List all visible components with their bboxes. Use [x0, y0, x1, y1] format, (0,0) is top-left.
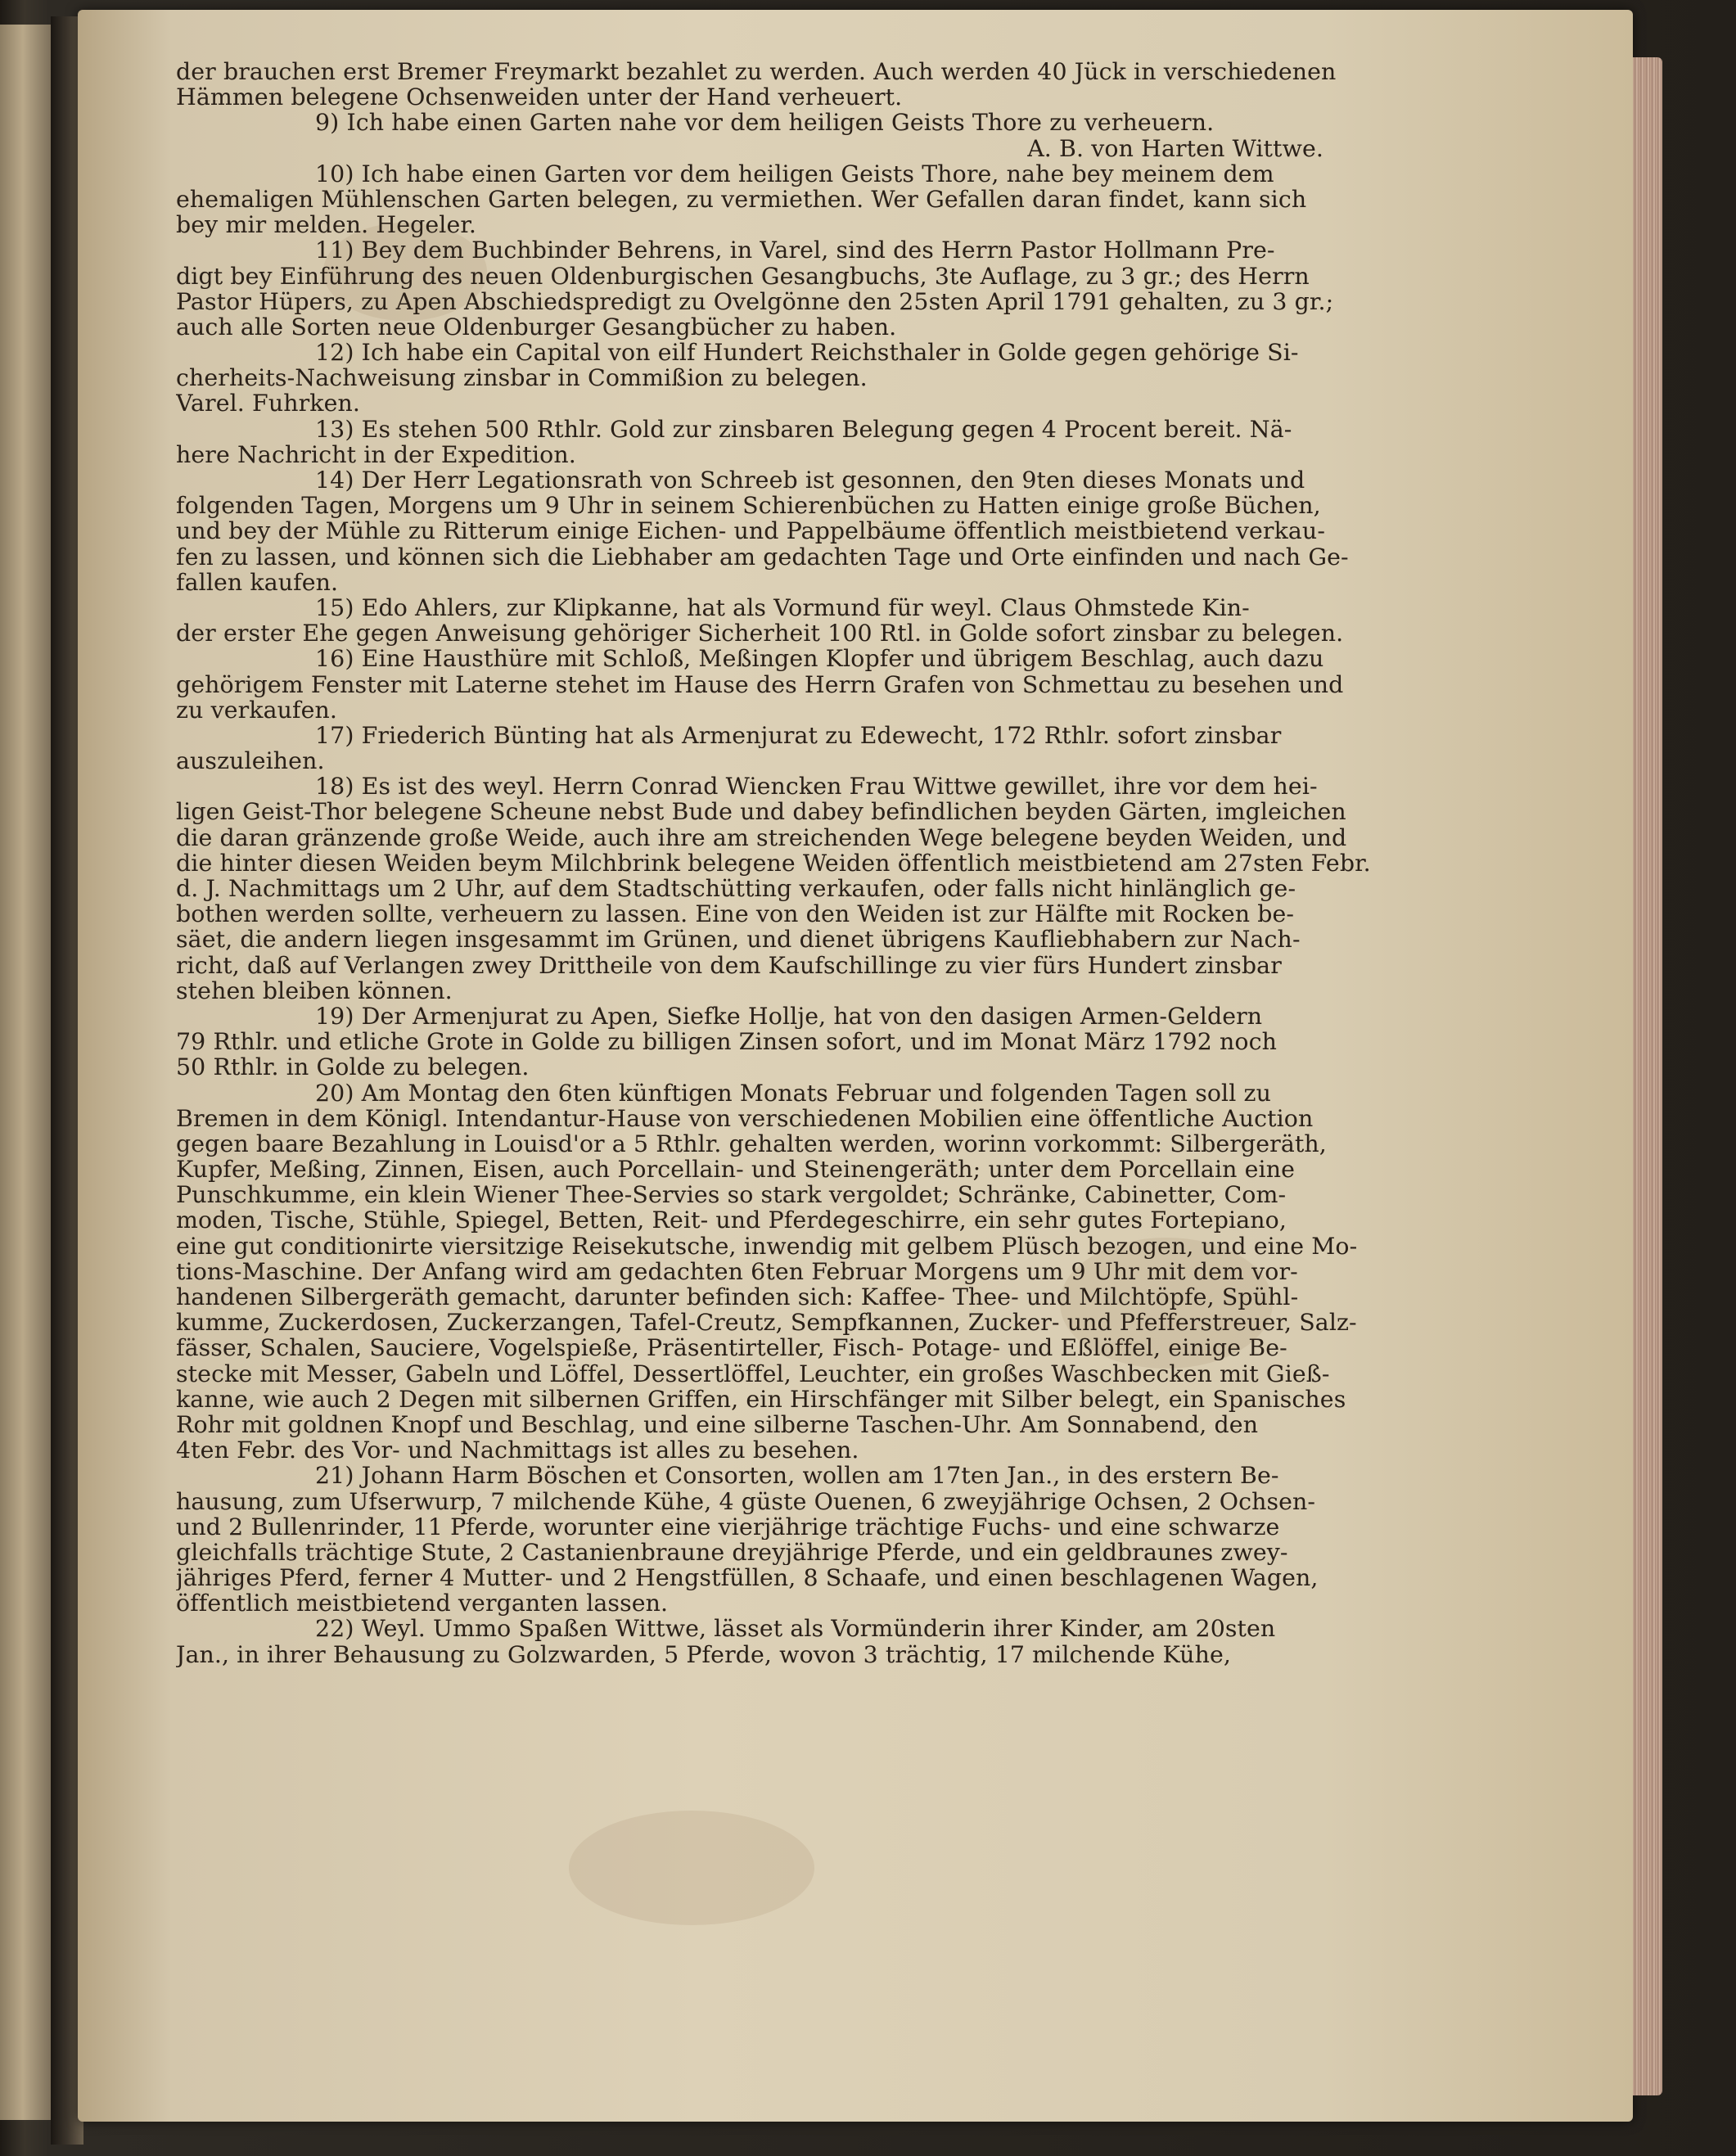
text-line: 79 Rthlr. und etliche Grote in Golde zu billigen Zinsen sofort, und im Monat März 1792 noch: [176, 1029, 1277, 1055]
text-line: Bremen in dem Königl. Intendantur-Hause von verschiedenen Mobilien eine öffentliche Auction: [176, 1105, 1314, 1131]
text-line: cherheits-Nachweisung zinsbar in Commißion zu belegen.: [176, 365, 868, 391]
text-line: Kupfer, Meßing, Zinnen, Eisen, auch Porcellain- und Steinengeräth; unter dem Porcellain eine: [176, 1157, 1295, 1183]
text-line: 16) Eine Hausthüre mit Schloß, Meßingen Klopfer und übrigem Beschlag, auch dazu: [315, 646, 1324, 672]
text-line: öffentlich meistbietend verganten lassen.: [176, 1590, 669, 1617]
text-line: d. J. Nachmittags um 2 Uhr, auf dem Stadtschütting verkaufen, oder falls nicht hinlänglich ge-: [176, 876, 1296, 902]
text-line: säet, die andern liegen insgesammt im Grünen, und dienet übrigens Kaufliebhabern zur Nach-: [176, 927, 1301, 953]
text-line: stecke mit Messer, Gabeln und Löffel, Dessertlöffel, Leuchter, ein großes Waschbecken mit Gieß-: [176, 1360, 1330, 1387]
text-line: und bey der Mühle zu Ritterum einige Eichen- und Pappelbäume öffentlich meistbietend verkau-: [176, 518, 1326, 544]
text-line: die hinter diesen Weiden beym Milchbrink belegene Weiden öffentlich meistbietend am 27sten Febr.: [176, 850, 1371, 876]
text-line: 19) Der Armenjurat zu Apen, Siefke Hollje, hat von den dasigen Armen-Geldern: [315, 1003, 1263, 1030]
text-line: auszuleihen.: [176, 748, 325, 774]
text-line: 4ten Febr. des Vor- und Nachmittags ist alles zu besehen.: [176, 1437, 859, 1464]
text-block: [176, 59, 1397, 1667]
text-line: 13) Es stehen 500 Rthlr. Gold zur zinsbaren Belegung gegen 4 Procent bereit. Nä-: [315, 416, 1292, 442]
text-line: der brauchen erst Bremer Freymarkt bezahlet zu werden. Auch werden 40 Jück in verschiedenen: [176, 59, 1337, 85]
text-line: gegen baare Bezahlung in Louisd'or a 5 Rthlr. gehalten werden, worinn vorkommt: Silbergeräth,: [176, 1130, 1327, 1157]
text-line: digt bey Einführung des neuen Oldenburgischen Gesangbuchs, 3te Auflage, zu 3 gr.; des Herrn: [176, 263, 1310, 289]
text-line: handenen Silbergeräth gemacht, darunter befinden sich: Kaffee- Thee- und Milchtöpfe, Spühl-: [176, 1284, 1299, 1310]
text-line: Hämmen belegene Ochsenweiden unter der Hand verheuert.: [176, 84, 903, 111]
text-line: und 2 Bullenrinder, 11 Pferde, worunter eine vierjährige trächtige Fuchs- und eine schwarze: [176, 1513, 1280, 1540]
text-line: hausung, zum Ufserwurp, 7 milchende Kühe, 4 güste Ouenen, 6 zweyjährige Ochsen, 2 Ochsen-: [176, 1488, 1316, 1514]
text-line: 20) Am Montag den 6ten künftigen Monats Februar und folgenden Tagen soll zu: [315, 1080, 1271, 1106]
text-line: Jan., in ihrer Behausung zu Golzwarden, 5 Pferde, wovon 3 trächtig, 17 milchende Kühe,: [176, 1641, 1231, 1667]
text-line: zu verkaufen.: [176, 697, 338, 723]
text-line: 50 Rthlr. in Golde zu belegen.: [176, 1054, 530, 1080]
text-line: 17) Friederich Bünting hat als Armenjurat zu Edewecht, 172 Rthlr. sofort zinsbar: [315, 722, 1282, 749]
text-line: moden, Tische, Stühle, Spiegel, Betten, Reit- und Pferdegeschirre, ein sehr gutes Fortepiano,: [176, 1207, 1287, 1234]
text-line: 21) Johann Harm Böschen et Consorten, wollen am 17ten Jan., in des erstern Be-: [315, 1463, 1279, 1489]
text-line: tions-Maschine. Der Anfang wird am gedachten 6ten Februar Morgens um 9 Uhr mit dem vor-: [176, 1258, 1298, 1284]
text-line: eine gut conditionirte viersitzige Reisekutsche, inwendig mit gelbem Plüsch bezogen, und eine Mo-: [176, 1233, 1358, 1259]
paper-stain: [569, 1811, 814, 1925]
text-line: Pastor Hüpers, zu Apen Abschiedspredigt zu Ovelgönne den 25sten April 1791 gehalten, zu 3 gr.;: [176, 288, 1334, 314]
text-line: ligen Geist-Thor belegene Scheune nebst Bude und dabey befindlichen beyden Gärten, imgleichen: [176, 799, 1346, 825]
text-line: here Nachricht in der Expedition.: [176, 441, 576, 467]
text-line: richt, daß auf Verlangen zwey Drittheile von dem Kaufschillinge zu vier fürs Hundert zinsbar: [176, 952, 1282, 978]
page-edges: [1633, 57, 1662, 2095]
text-line: kumme, Zuckerdosen, Zuckerzangen, Tafel-Creutz, Sempfkannen, Zucker- und Pfefferstreuer, Salz-: [176, 1310, 1357, 1336]
text-line: Varel. Fuhrken.: [176, 390, 360, 417]
text-line: Rohr mit goldnen Knopf und Beschlag, und eine silberne Taschen-Uhr. Am Sonnabend, den: [176, 1411, 1259, 1438]
text-line: fen zu lassen, und können sich die Liebhaber am gedachten Tage und Orte einfinden und nach Ge-: [176, 544, 1349, 570]
text-line: 14) Der Herr Legationsrath von Schreeb ist gesonnen, den 9ten dieses Monats und: [315, 467, 1305, 494]
text-line: der erster Ehe gegen Anweisung gehöriger Sicherheit 100 Rtl. in Golde sofort zinsbar zu belegen.: [176, 620, 1344, 647]
text-line: jähriges Pferd, ferner 4 Mutter- und 2 Hengstfüllen, 8 Schaafe, und einen beschlagenen Wagen,: [176, 1565, 1319, 1591]
text-line: auch alle Sorten neue Oldenburger Gesangbücher zu haben.: [176, 313, 897, 341]
text-line: fallen kaufen.: [176, 569, 339, 595]
text-line: folgenden Tagen, Morgens um 9 Uhr in seinem Schierenbüchen zu Hatten einige große Büchen,: [176, 493, 1321, 519]
signature-line: A. B. von Harten Wittwe.: [1027, 135, 1323, 161]
text-line: kanne, wie auch 2 Degen mit silbernen Griffen, ein Hirschfänger mit Silber belegt, ein Spanisches: [176, 1386, 1346, 1412]
text-line: stehen bleiben können.: [176, 977, 453, 1004]
text-line: gleichfalls trächtige Stute, 2 Castanienbraune dreyjährige Pferde, und ein geldbraunes zwey-: [176, 1539, 1288, 1566]
text-line: ehemaligen Mühlenschen Garten belegen, zu vermiethen. Wer Gefallen daran findet, kann sich: [176, 186, 1307, 213]
text-line: 22) Weyl. Ummo Spaßen Wittwe, lässet als Vormünderin ihrer Kinder, am 20sten: [315, 1616, 1276, 1642]
text-line: bey mir melden. Hegeler.: [176, 212, 477, 238]
text-line: 9) Ich habe einen Garten nahe vor dem heiligen Geists Thore zu verheuern.: [315, 110, 1215, 136]
left-page-edge: [0, 25, 57, 2120]
text-line: 18) Es ist des weyl. Herrn Conrad Wiencken Frau Wittwe gewillet, ihre vor dem hei-: [315, 774, 1318, 800]
text-line: die daran gränzende große Weide, auch ihre am streichenden Wege belegene beyden Weiden, und: [176, 824, 1347, 850]
text-line: Punschkumme, ein klein Wiener Thee-Servies so stark vergoldet; Schränke, Cabinetter, Com-: [176, 1182, 1287, 1208]
text-line: 12) Ich habe ein Capital von eilf Hundert Reichsthaler in Golde gegen gehörige Si-: [315, 340, 1299, 366]
text-line: bothen werden sollte, verheuern zu lassen. Eine von den Weiden ist zur Hälfte mit Rocken be-: [176, 901, 1295, 927]
text-line: 11) Bey dem Buchbinder Behrens, in Varel, sind des Herrn Pastor Hollmann Pre-: [315, 237, 1275, 264]
text-line: fässer, Schalen, Sauciere, Vogelspieße, Präsentirteller, Fisch- Potage- und Eßlöffel, einige Be-: [176, 1335, 1287, 1361]
text-line: 10) Ich habe einen Garten vor dem heiligen Geists Thore, nahe bey meinem dem: [315, 160, 1274, 187]
text-line: gehörigem Fenster mit Laterne stehet im Hause des Herrn Grafen von Schmettau zu besehen und: [176, 671, 1344, 697]
text-line: 15) Edo Ahlers, zur Klipkanne, hat als Vormund für weyl. Claus Ohmstede Kin-: [315, 594, 1250, 621]
